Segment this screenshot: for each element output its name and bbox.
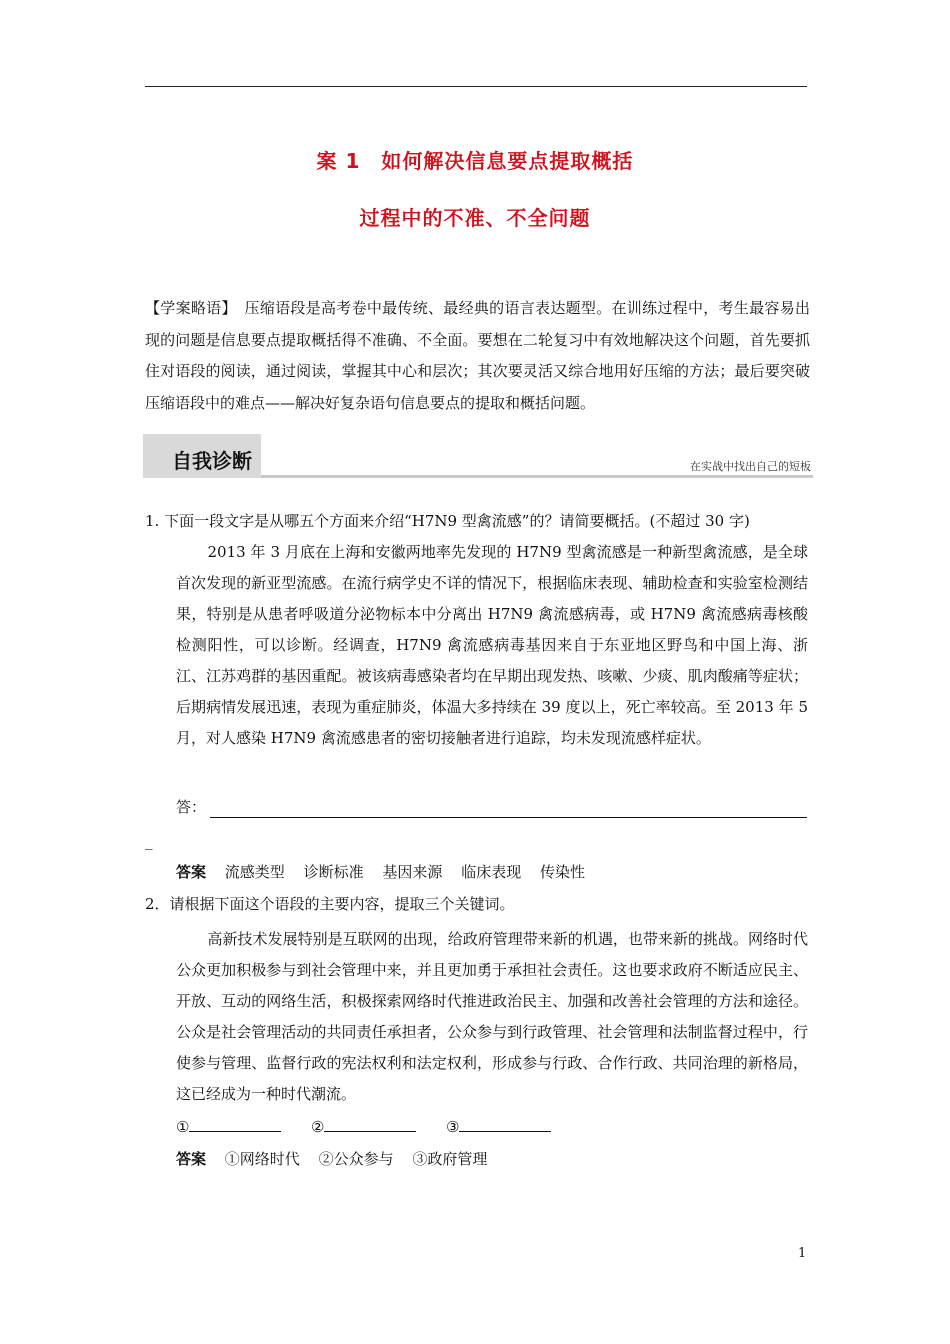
answer-item: 基因来源 <box>382 863 443 881</box>
intro-text: 压缩语段是高考卷中最传统、最经典的语言表达题型。在训练过程中，考生最容易出现的问题是信息要点提取概括得不准确、不全面。要想在二轮复习中有效地解决这个问题，首先要抓住对语段的阅读，通过阅读，掌握其中心和层次；其次要灵活又综合地用好压缩的方法；最后要突破压缩语段中的难点——解决好复杂语句信息要点的提取和概括问题。 <box>145 299 810 412</box>
section-title: 自我诊断 <box>172 449 252 473</box>
blank-marker: ③ <box>446 1118 460 1136</box>
answer-item: ②公众参与 <box>318 1150 394 1168</box>
keyword-blank-1[interactable] <box>176 1115 281 1136</box>
page-title-line2: 过程中的不准、不全问题 <box>359 206 591 230</box>
answer-field[interactable] <box>176 796 808 820</box>
blank-underline <box>324 1115 416 1132</box>
answer-item: 传染性 <box>539 863 585 881</box>
blank-marker: ② <box>311 1118 325 1136</box>
intro-label: 【学案略语】 <box>145 299 230 317</box>
answer-label: 答案 <box>176 1150 207 1168</box>
question-1-passage <box>176 537 808 754</box>
answer-item: ①网络时代 <box>224 1150 300 1168</box>
blank-underline <box>189 1115 281 1132</box>
line-dash: _ <box>145 832 153 850</box>
question-2: 2．请根据下面这个语段的主要内容，提取三个关键词。 <box>145 895 515 913</box>
keyword-blank-3[interactable] <box>446 1115 551 1136</box>
question-1-answer <box>176 861 599 882</box>
question-2-passage <box>176 924 808 1110</box>
keyword-blanks <box>176 1115 576 1139</box>
passage-text: 2013 年 3 月底在上海和安徽两地率先发现的 H7N9 型禽流感是一种新型禽流感，是全球首次发现的新亚型流感。在流行病学史不详的情况下，根据临床表现、辅助检查和实验室检测结果，特别是从患者呼吸道分泌物标本中分离出 H7N9 禽流感病毒，或 H7N9 禽流感病毒核酸检测阳性，可以诊断。经调查，H7N9 禽流感病毒基因来自于东亚地区野鸟和中国上海、浙江、江苏鸡群的基因重配。被该病毒感染者均在早期出现发热、咳嗽、少痰、肌肉酸痛等症状；后期病情发展迅速，表现为重症肺炎，体温大多持续在 39 度以上，死亡率较高。至 2013 年 5 月，对人感染 H7N9 禽流感患者的密切接触者进行追踪，均未发现流感样症状。 <box>176 543 808 747</box>
section-subtitle: 在实战中找出自己的短板 <box>690 460 811 473</box>
answer-label: 答案 <box>176 863 207 881</box>
question-1: 1. 下面一段文字是从哪五个方面来介绍“H7N9 型禽流感”的？请简要概括。(不超过 30 字) <box>145 512 750 530</box>
passage-text: 高新技术发展特别是互联网的出现，给政府管理带来新的机遇，也带来新的挑战。网络时代公众更加积极参与到社会管理中来，并且更加勇于承担社会责任。这也要求政府不断适应民主、开放、互动的网络生活，积极探索网络时代推进政治民主、加强和改善社会管理的方法和途径。公众是社会管理活动的共同责任承担者，公众参与到行政管理、社会管理和法制监督过程中，行使参与管理、监督行政的宪法权利和法定权利，形成参与行政、合作行政、共同治理的新格局，这已经成为一种时代潮流。 <box>176 930 808 1103</box>
section-header <box>143 434 813 478</box>
question-2-answer <box>176 1148 501 1169</box>
blank-marker: ① <box>176 1118 190 1136</box>
answer-underline <box>210 817 807 818</box>
section-rule <box>261 475 813 478</box>
answer-prompt: 答： <box>176 798 207 816</box>
page-number: 1 <box>798 1246 807 1261</box>
header-rule <box>145 86 807 87</box>
answer-item: 临床表现 <box>461 863 522 881</box>
answer-item: 流感类型 <box>224 863 285 881</box>
answer-item: 诊断标准 <box>303 863 364 881</box>
keyword-blank-2[interactable] <box>311 1115 416 1136</box>
answer-item: ③政府管理 <box>412 1150 488 1168</box>
intro-paragraph <box>145 293 810 419</box>
page-title-line1: 案 1 如何解决信息要点提取概括 <box>316 149 634 173</box>
blank-underline <box>459 1115 551 1132</box>
